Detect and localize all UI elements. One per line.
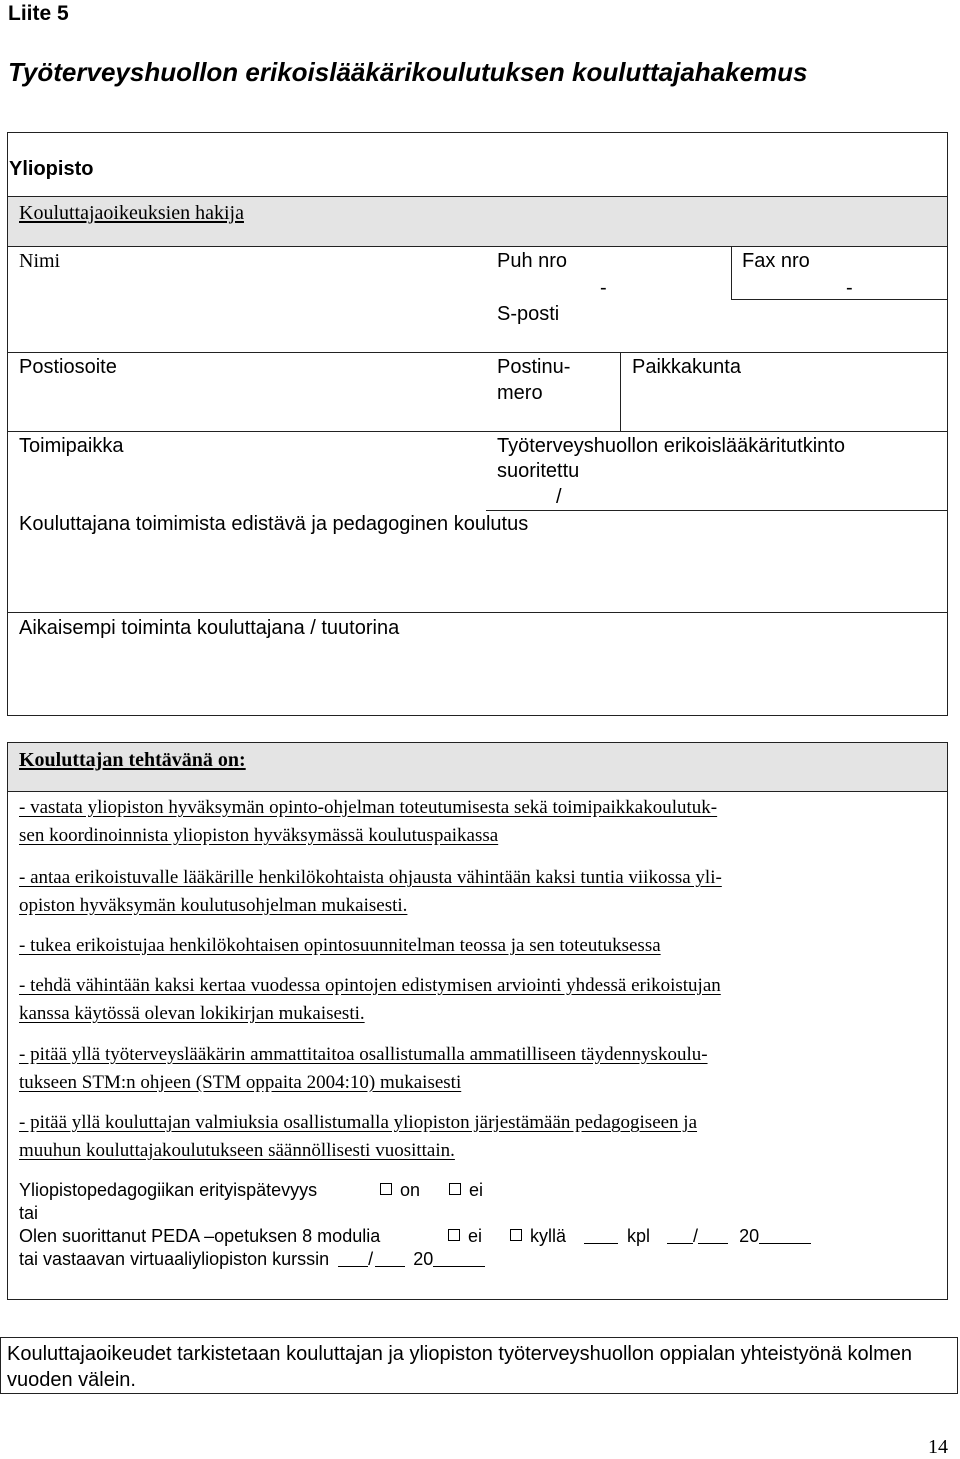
fax-label: Fax nro (742, 250, 810, 272)
duty-item-1: - vastata yliopiston hyväksymän opinto-ohjelman toteutumisesta sekä toimipaikkakoulutuk- sen koordinoinnista yliopiston hyväksymässä koulutuspaikassa (19, 797, 718, 846)
peda-option-ei[interactable]: ei (448, 1225, 482, 1247)
virtual-year-suffix-field[interactable] (433, 1249, 485, 1267)
checkbox-peda-ei[interactable] (448, 1229, 460, 1241)
pedagogy-option-ei[interactable]: ei (449, 1179, 483, 1201)
postal-code-label-2: mero (497, 382, 543, 404)
virtual-year-field[interactable] (375, 1249, 405, 1267)
previous-activity-label: Aikaisempi toiminta kouluttajana / tuutorina (19, 617, 400, 639)
duty-item-2: - antaa erikoistuvalle lääkärille henkilökohtaista ohjausta vähintään kaksi tuntia viikossa yli- opiston hyväksymän koulutusohjelman mukaisesti. (19, 867, 722, 916)
footer-note: Kouluttajaoikeudet tarkistetaan kouluttajan ja yliopiston työterveyshuollon oppialan yhteistyönä kolmen vuoden välein. (7, 1343, 913, 1391)
duty-item-6: - pitää yllä kouluttajan valmiuksia osallistumalla yliopiston järjestämään pedagogiseen ja muuhun kouluttajakoulutukseen säännöllisesti vuosittain. (19, 1112, 698, 1161)
pedagogy-label: Yliopistopedagogiikan erityispätevyys (19, 1180, 318, 1200)
year-suffix-field[interactable] (759, 1226, 811, 1244)
peda-label: Olen suorittanut PEDA –opetuksen 8 modulia (19, 1226, 381, 1246)
degree-label-2: suoritettu (497, 460, 580, 482)
footer-note-box (0, 1337, 958, 1394)
address-label: Postiosoite (19, 356, 117, 378)
month-field[interactable] (667, 1226, 693, 1244)
email-label: S-posti (497, 303, 560, 325)
checkbox-on[interactable] (380, 1183, 392, 1195)
phone-dash: - (600, 277, 607, 299)
year-field[interactable] (698, 1226, 728, 1244)
degree-slash: / (556, 486, 562, 508)
degree-label-1: Työterveyshuollon erikoislääkäritutkinto (497, 435, 845, 457)
workplace-label: Toimipaikka (19, 435, 124, 457)
duty-item-3: - tukea erikoistujaa henkilökohtaisen opintosuunnitelman teossa ja sen toteutuksessa (19, 935, 661, 956)
university-label: Yliopisto (9, 158, 94, 180)
duty-item-4: - tehdä vähintään kaksi kertaa vuodessa opintojen edistymisen arviointi yhdessä erikoistujan kanssa käytössä olevan lokikirjan mukaisesti. (19, 975, 721, 1024)
module-count-field[interactable] (584, 1226, 618, 1244)
duty-item-5: - pitää yllä työterveyslääkärin ammattitaitoa osallistumalla ammatilliseen täydennyskoulu- tukseen STM:n ohjeen (STM oppaita 2004:10) mukaisesti (19, 1044, 708, 1093)
or-label: tai (19, 1203, 39, 1223)
fax-dash: - (846, 277, 853, 299)
virtual-course-line: tai vastaavan virtuaaliyliopiston kurssin / 20 (19, 1248, 485, 1270)
duties-heading: Kouluttajan tehtävänä on: (19, 749, 246, 771)
applicant-section-heading: Kouluttajaoikeuksien hakija (19, 202, 244, 224)
peda-count-fields: kpl / 20 (584, 1225, 811, 1247)
trainer-training-label: Kouluttajana toimimista edistävä ja pedagoginen koulutus (19, 513, 529, 535)
peda-option-kylla[interactable]: kyllä (510, 1225, 566, 1247)
checkbox-peda-kylla[interactable] (510, 1229, 522, 1241)
virtual-month-field[interactable] (338, 1249, 368, 1267)
postal-code-label-1: Postinu- (497, 356, 571, 378)
city-label: Paikkakunta (632, 356, 741, 378)
annex-label: Liite 5 (8, 2, 69, 25)
checkbox-ei[interactable] (449, 1183, 461, 1195)
phone-label: Puh nro (497, 250, 568, 272)
name-label: Nimi (19, 250, 61, 272)
page-number: 14 (928, 1436, 948, 1458)
pedagogy-option-on[interactable]: on (380, 1179, 420, 1201)
page-title: Työterveyshuollon erikoislääkärikoulutuksen kouluttajahakemus (8, 57, 808, 87)
